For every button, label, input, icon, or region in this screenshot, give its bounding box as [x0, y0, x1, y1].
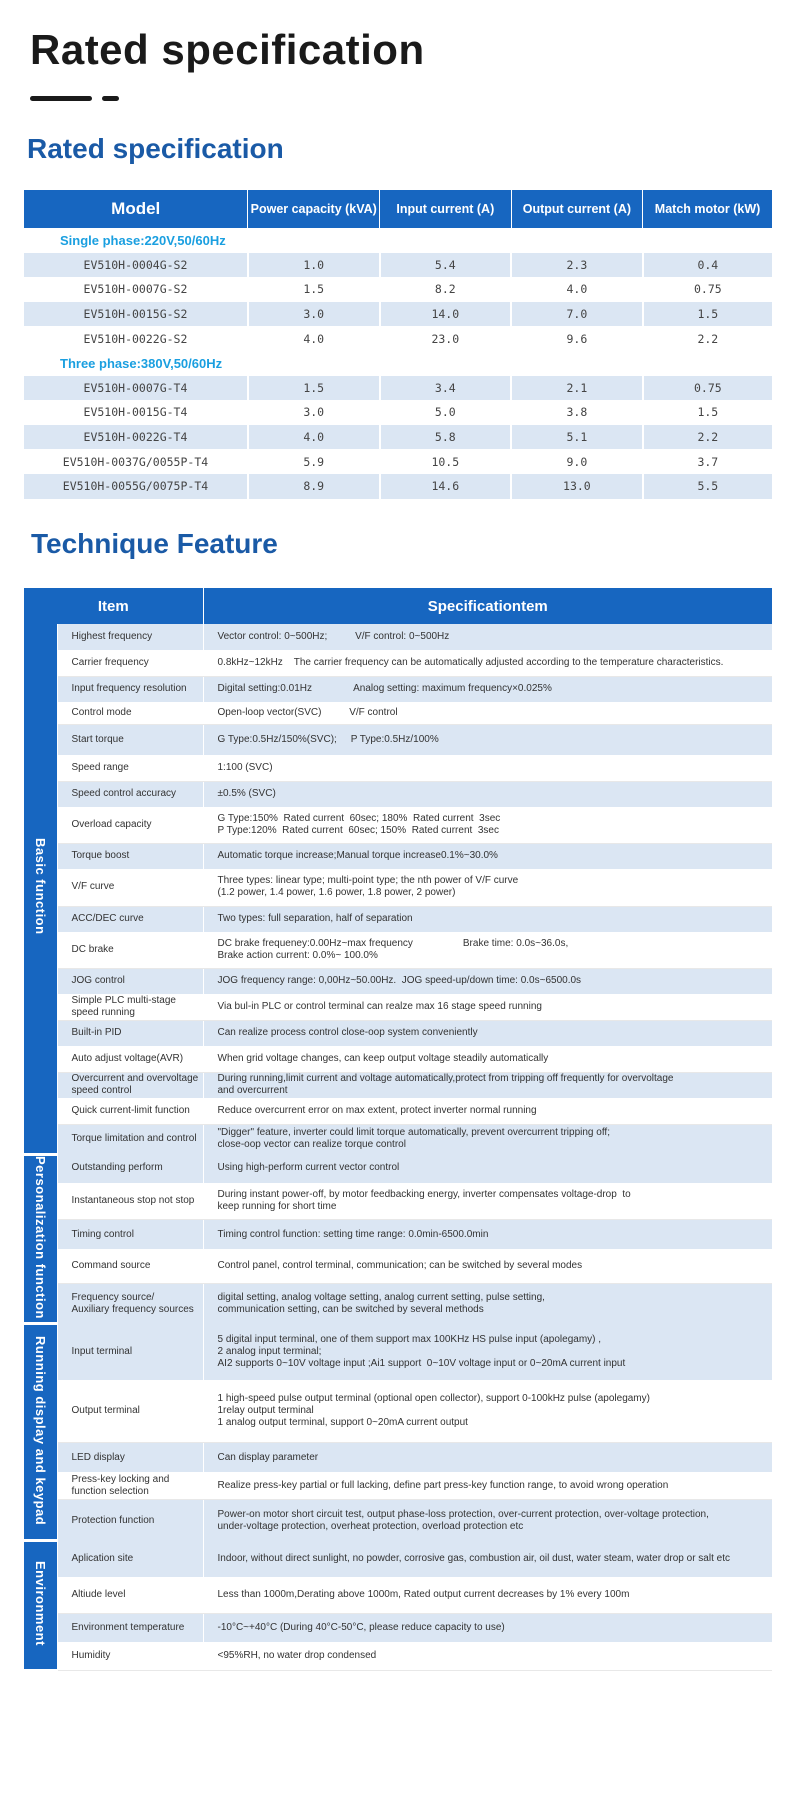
technique-feature-table	[24, 588, 772, 1672]
spec-text	[203, 1443, 772, 1472]
cell-power-capacity: 1.5	[248, 376, 380, 401]
spec-text	[203, 624, 772, 650]
table-row	[24, 650, 772, 676]
spec-value: <95%RH, no water drop condensed	[217, 1650, 377, 1662]
title-underline	[30, 96, 92, 101]
spec-value: During running,limit current and voltage automatically,protect from tripping off frequently for overvoltage and overcurrent	[217, 1073, 674, 1097]
table-row	[24, 702, 772, 724]
item-name	[57, 807, 203, 843]
group-label: Three phase:380V,50/60Hz	[24, 351, 772, 376]
spec-text	[203, 1577, 772, 1614]
table-row	[24, 1154, 772, 1183]
item-text: Built-in PID	[71, 1027, 122, 1039]
spec-text	[203, 702, 772, 724]
item-text: Start torque	[71, 733, 124, 745]
cell-power-capacity: 8.9	[248, 474, 380, 499]
cell-input-current: 10.5	[380, 449, 512, 474]
header-match-motor: Match motor (kW)	[643, 190, 772, 228]
item-text: DC brake	[71, 943, 114, 955]
spec-value: -10°C~+40°C (During 40°C-50°C, please reduce capacity to use)	[217, 1622, 505, 1634]
item-name	[57, 1443, 203, 1472]
spec-value: 5 digital input terminal, one of them support max 100KHz HS pulse input (apolegamy) , 2 analog input terminal; AI2 supports 0~10V voltage input ;Ai1 support 0~10V voltage input or 0~20mA current input	[217, 1333, 626, 1369]
cell-output-current: 9.6	[511, 326, 643, 351]
spec-text	[203, 1283, 772, 1324]
header-output-current: Output current (A)	[511, 190, 643, 228]
header-item: Item	[24, 588, 203, 624]
cell-model: EV510H-0037G/0055P-T4	[24, 449, 248, 474]
tech-header-row	[24, 588, 772, 624]
table-row	[24, 932, 772, 968]
item-name	[57, 932, 203, 968]
table-row	[24, 624, 772, 650]
table-row	[24, 843, 772, 869]
item-text: Output terminal	[71, 1405, 140, 1417]
cell-power-capacity: 4.0	[248, 425, 380, 450]
cell-output-current: 7.0	[511, 302, 643, 327]
spec-value: Automatic torque increase;Manual torque increase0.1%~30.0%	[217, 850, 498, 862]
rated-header-row	[24, 190, 772, 228]
item-name	[57, 1324, 203, 1380]
cell-output-current: 2.3	[511, 253, 643, 278]
cell-input-current: 14.6	[380, 474, 512, 499]
category-cell	[24, 1541, 57, 1671]
spec-value: Two types: full separation, half of separation	[217, 913, 413, 925]
table-row	[24, 400, 772, 425]
table-row	[24, 1183, 772, 1220]
cell-output-current: 9.0	[511, 449, 643, 474]
item-name	[57, 702, 203, 724]
item-name	[57, 1577, 203, 1614]
group-row	[24, 228, 772, 253]
table-row	[24, 968, 772, 994]
spec-value: Vector control: 0~500Hz; V/F control: 0~500Hz	[217, 631, 450, 642]
table-row	[24, 1541, 772, 1577]
item-text: Speed range	[71, 761, 129, 773]
cell-model: EV510H-0055G/0075P-T4	[24, 474, 248, 499]
item-name	[57, 650, 203, 676]
item-text: Carrier frequency	[71, 656, 149, 668]
table-row	[24, 1472, 772, 1500]
spec-text	[203, 781, 772, 807]
item-name	[57, 724, 203, 755]
cell-model: EV510H-0004G-S2	[24, 253, 248, 278]
item-name	[57, 1472, 203, 1500]
spec-text	[203, 807, 772, 843]
spec-value: Can realize process control close-oop system conveniently	[217, 1027, 478, 1039]
table-row	[24, 1577, 772, 1614]
item-text: Environment temperature	[71, 1622, 185, 1634]
spec-text	[203, 1500, 772, 1541]
spec-text	[203, 1046, 772, 1072]
spec-value: G Type:0.5Hz/150%(SVC); P Type:0.5Hz/100%	[217, 733, 439, 745]
item-text: Timing control	[71, 1228, 134, 1240]
spec-value: Digital setting:0.01Hz Analog setting: maximum frequency×0.025%	[217, 683, 552, 695]
spec-text	[203, 1020, 772, 1046]
item-name	[57, 624, 203, 650]
table-row	[24, 807, 772, 843]
spec-value: Via bul-in PLC or control terminal can realze max 16 stage speed running	[217, 1000, 542, 1012]
table-row	[24, 1500, 772, 1541]
item-name	[57, 994, 203, 1020]
table-row	[24, 869, 772, 906]
cell-model: EV510H-0007G-S2	[24, 277, 248, 302]
spec-value: Control panel, control terminal, communication; can be switched by several modes	[217, 1260, 583, 1272]
item-name	[57, 968, 203, 994]
spec-value: Open-loop vector(SVC) V/F control	[217, 706, 398, 718]
spec-value: Can display parameter	[217, 1451, 319, 1463]
item-name	[57, 1642, 203, 1671]
item-name	[57, 781, 203, 807]
item-text: Torque limitation and control	[71, 1133, 197, 1145]
item-text: Overload capacity	[71, 818, 152, 830]
table-row	[24, 1220, 772, 1250]
item-text: Speed control accuracy	[71, 788, 177, 800]
header-power-capacity: Power capacity (kVA)	[248, 190, 380, 228]
table-row	[24, 676, 772, 702]
table-row	[24, 1124, 772, 1154]
rated-spec-table	[24, 190, 772, 499]
spec-value: ±0.5% (SVC)	[217, 788, 276, 800]
spec-text	[203, 1220, 772, 1250]
cell-output-current: 3.8	[511, 400, 643, 425]
table-row	[24, 449, 772, 474]
item-text: JOG control	[71, 975, 125, 987]
spec-text	[203, 650, 772, 676]
spec-text	[203, 1154, 772, 1183]
item-name	[57, 755, 203, 781]
spec-value: Power-on motor short circuit test, output phase-loss protection, over-current protection, over-voltage protection, under-voltage protection, overheat protection, overload protection etc	[217, 1508, 709, 1532]
item-name	[57, 1020, 203, 1046]
spec-value: Three types: linear type; multi-point type; the nth power of V/F curve (1.2 power, 1.4 power, 1.6 power, 1.8 power, 2 power)	[217, 875, 519, 899]
spec-text	[203, 1072, 772, 1098]
item-text: Press-key locking and function selection	[71, 1473, 170, 1497]
table-row	[24, 1098, 772, 1124]
rated-section-title: Rated specification	[27, 133, 284, 164]
cell-match-motor: 3.7	[643, 449, 772, 474]
cell-match-motor: 1.5	[643, 400, 772, 425]
table-row	[24, 1380, 772, 1443]
spec-value: G Type:150% Rated current 60sec; 180% Rated current 3sec P Type:120% Rated current 60sec; 150% Rated current 3sec	[217, 812, 501, 836]
item-name	[57, 906, 203, 932]
cell-model: EV510H-0015G-S2	[24, 302, 248, 327]
item-name	[57, 1124, 203, 1154]
item-text: Control mode	[71, 706, 132, 718]
spec-text	[203, 1614, 772, 1642]
spec-value: When grid voltage changes, can keep output voltage steadily automatically	[217, 1052, 549, 1064]
item-text: Input frequency resolution	[71, 683, 187, 695]
header-input-current: Input current (A)	[380, 190, 512, 228]
spec-text	[203, 1541, 772, 1577]
item-name	[57, 676, 203, 702]
table-row	[24, 906, 772, 932]
table-row	[24, 1283, 772, 1324]
item-name	[57, 1500, 203, 1541]
item-text: Overcurrent and overvoltage speed control	[71, 1073, 199, 1097]
item-text: Frequency source/ Auxiliary frequency sources	[71, 1291, 194, 1315]
cell-model: EV510H-0007G-T4	[24, 376, 248, 401]
spec-text	[203, 968, 772, 994]
title-underline-dash	[102, 96, 119, 101]
item-text: Input terminal	[71, 1345, 133, 1357]
category-label: Running display and keypad	[33, 1335, 49, 1526]
spec-value: During instant power-off, by motor feedbacking energy, inverter compensates voltage-drop to keep running for short time	[217, 1188, 631, 1212]
table-row	[24, 781, 772, 807]
item-text: Altiude level	[71, 1589, 126, 1601]
spec-value: Timing control function: setting time range: 0.0min-6500.0min	[217, 1228, 489, 1240]
spec-value: Using high-perform current vector control	[217, 1162, 400, 1174]
spec-text	[203, 724, 772, 755]
spec-text	[203, 906, 772, 932]
item-text: Aplication site	[71, 1552, 134, 1564]
cell-model: EV510H-0022G-S2	[24, 326, 248, 351]
spec-text	[203, 932, 772, 968]
table-row	[24, 1324, 772, 1380]
item-name	[57, 1072, 203, 1098]
item-name	[57, 1098, 203, 1124]
table-row	[24, 1072, 772, 1098]
cell-power-capacity: 1.5	[248, 277, 380, 302]
item-text: ACC/DEC curve	[71, 913, 144, 925]
table-row	[24, 994, 772, 1020]
spec-value: 0.8kHz~12kHz The carrier frequency can be automatically adjusted according to the temperature characteristics.	[217, 656, 724, 668]
cell-power-capacity: 1.0	[248, 253, 380, 278]
cell-input-current: 5.4	[380, 253, 512, 278]
cell-input-current: 5.0	[380, 400, 512, 425]
item-text: Highest frequency	[71, 631, 153, 642]
spec-text	[203, 1642, 772, 1671]
spec-value: 1:100 (SVC)	[217, 761, 273, 773]
item-text: Torque boost	[71, 850, 130, 862]
spec-text	[203, 755, 772, 781]
spec-text	[203, 1324, 772, 1380]
page-title: Rated specification	[30, 26, 425, 73]
item-name	[57, 1220, 203, 1250]
header-specification: Specificationtem	[203, 588, 772, 624]
spec-value: Less than 1000m,Derating above 1000m, Rated output current decreases by 1% every 100m	[217, 1589, 630, 1601]
cell-input-current: 5.8	[380, 425, 512, 450]
cell-power-capacity: 4.0	[248, 326, 380, 351]
table-row	[24, 1443, 772, 1472]
spec-text	[203, 676, 772, 702]
item-name	[57, 1283, 203, 1324]
spec-text	[203, 994, 772, 1020]
table-row	[24, 1020, 772, 1046]
item-name	[57, 1249, 203, 1283]
table-row	[24, 326, 772, 351]
item-name	[57, 1541, 203, 1577]
cell-input-current: 23.0	[380, 326, 512, 351]
item-text: Quick current-limit function	[71, 1104, 190, 1116]
spec-value: Reduce overcurrent error on max extent, protect inverter normal running	[217, 1104, 537, 1116]
spec-text	[203, 1183, 772, 1220]
item-text: Protection function	[71, 1514, 155, 1526]
category-label: Environment	[33, 1561, 49, 1647]
table-row	[24, 724, 772, 755]
cell-match-motor: 1.5	[643, 302, 772, 327]
cell-power-capacity: 5.9	[248, 449, 380, 474]
spec-text	[203, 1098, 772, 1124]
item-name	[57, 1183, 203, 1220]
spec-text	[203, 1124, 772, 1154]
spec-text	[203, 1249, 772, 1283]
group-label: Single phase:220V,50/60Hz	[24, 228, 772, 253]
category-cell	[24, 1324, 57, 1541]
spec-text	[203, 869, 772, 906]
item-text: Humidity	[71, 1650, 111, 1662]
spec-text	[203, 1472, 772, 1500]
cell-model: EV510H-0015G-T4	[24, 400, 248, 425]
table-row	[24, 425, 772, 450]
table-row	[24, 302, 772, 327]
item-name	[57, 1380, 203, 1443]
cell-input-current: 8.2	[380, 277, 512, 302]
cell-output-current: 4.0	[511, 277, 643, 302]
item-name	[57, 843, 203, 869]
category-label: Personalization function	[33, 1155, 49, 1319]
table-row	[24, 253, 772, 278]
group-row	[24, 351, 772, 376]
item-name	[57, 1614, 203, 1642]
cell-power-capacity: 3.0	[248, 302, 380, 327]
cell-power-capacity: 3.0	[248, 400, 380, 425]
cell-match-motor: 0.75	[643, 277, 772, 302]
category-label: Basic function	[33, 837, 49, 935]
cell-match-motor: 2.2	[643, 425, 772, 450]
spec-value: Indoor, without direct sunlight, no powder, corrosive gas, combustion air, oil dust, water steam, water drop or salt etc	[217, 1552, 730, 1564]
table-row	[24, 755, 772, 781]
spec-text	[203, 1380, 772, 1443]
item-text: Outstanding perform	[71, 1162, 163, 1174]
spec-value: Realize press-key partial or full lacking, define part press-key function range, to avoid wrong operation	[217, 1479, 669, 1491]
spec-value: DC brake frequeney:0.00Hz~max frequency Brake time: 0.0s~36.0s, Brake action current: 0.0%~ 100.0%	[217, 937, 569, 961]
cell-match-motor: 0.4	[643, 253, 772, 278]
cell-match-motor: 2.2	[643, 326, 772, 351]
item-text: Instantaneous stop not stop	[71, 1194, 195, 1206]
cell-model: EV510H-0022G-T4	[24, 425, 248, 450]
spec-value: JOG frequency range: 0,00Hz~50.00Hz. JOG speed-up/down time: 0.0s~6500.0s	[217, 975, 582, 987]
spec-value: "Digger" feature, inverter could limit torque automatically, prevent overcurrent tripping off; close-oop vector can realize torque control	[217, 1127, 610, 1151]
spec-value: 1 high-speed pulse output terminal (optional open collector), support 0-100kHz pulse (apolegamy) 1relay output terminal 1 analog output terminal, support 0~20mA current output	[217, 1393, 650, 1429]
table-row	[24, 277, 772, 302]
item-text: V/F curve	[71, 881, 115, 893]
spec-value: digital setting, analog voltage setting, analog current setting, pulse setting, communication setting, can be switched by several methods	[217, 1291, 545, 1315]
category-cell	[24, 1154, 57, 1324]
cell-match-motor: 5.5	[643, 474, 772, 499]
cell-input-current: 14.0	[380, 302, 512, 327]
table-row	[24, 1249, 772, 1283]
item-name	[57, 1154, 203, 1183]
header-model: Model	[24, 190, 248, 228]
item-name	[57, 1046, 203, 1072]
technique-section-title: Technique Feature	[31, 528, 278, 559]
item-name	[57, 869, 203, 906]
spec-text	[203, 843, 772, 869]
table-row	[24, 1642, 772, 1671]
table-row	[24, 1046, 772, 1072]
cell-match-motor: 0.75	[643, 376, 772, 401]
cell-output-current: 5.1	[511, 425, 643, 450]
cell-output-current: 2.1	[511, 376, 643, 401]
item-text: Command source	[71, 1260, 151, 1272]
item-text: LED display	[71, 1451, 125, 1463]
table-row	[24, 474, 772, 499]
category-cell	[24, 624, 57, 1154]
cell-output-current: 13.0	[511, 474, 643, 499]
item-text: Auto adjust voltage(AVR)	[71, 1052, 184, 1064]
table-row	[24, 376, 772, 401]
item-text: Simple PLC multi-stage speed running	[71, 994, 176, 1018]
cell-input-current: 3.4	[380, 376, 512, 401]
table-row	[24, 1614, 772, 1642]
